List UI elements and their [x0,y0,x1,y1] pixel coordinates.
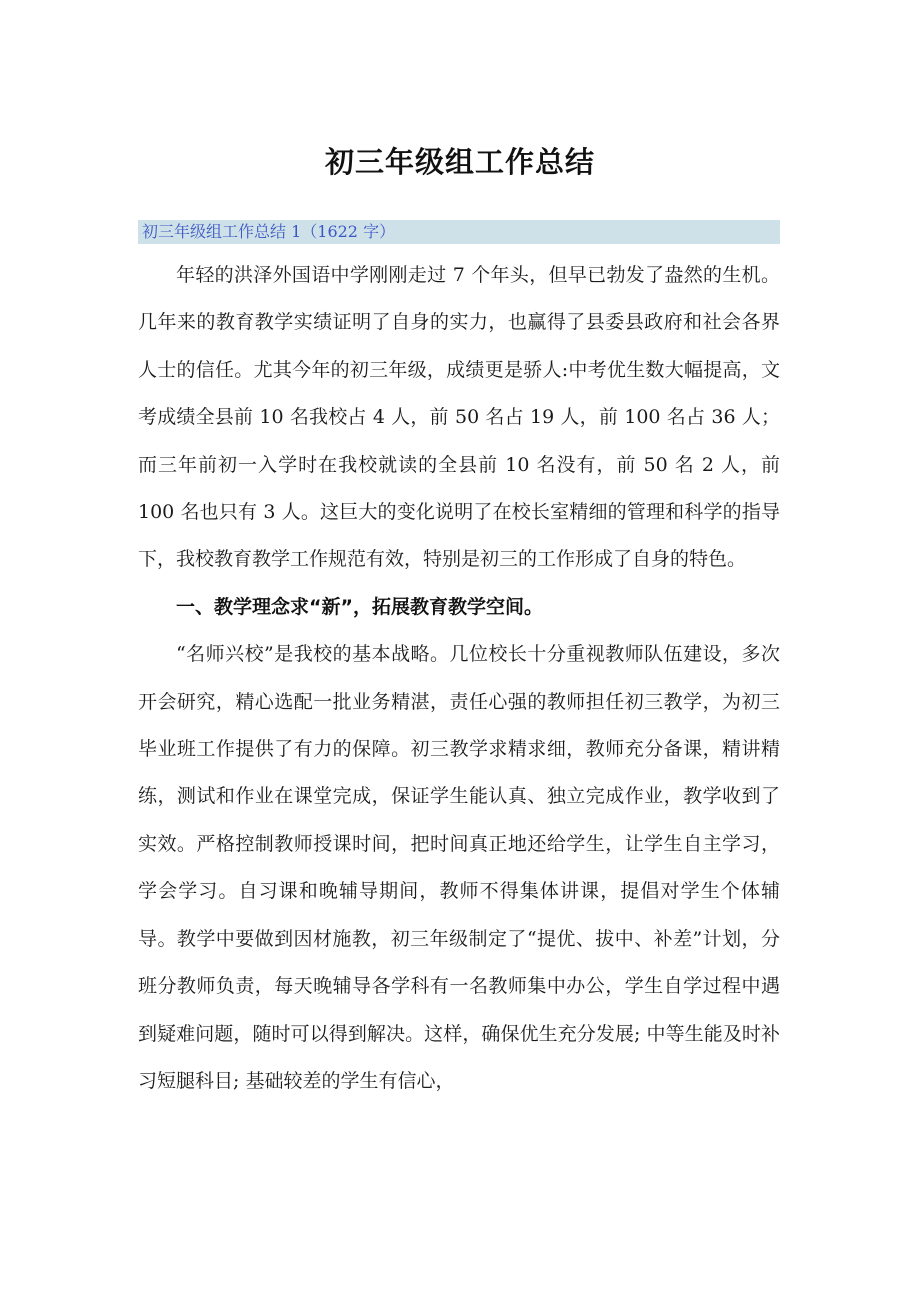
paragraph-intro: 年轻的洪泽外国语中学刚刚走过 7 个年头，但早已勃发了盎然的生机。几年来的教育教学实绩证明了自身的实力，也赢得了县委县政府和社会各界人士的信任。尤其今年的初三年级，成绩更是骄人:中考优生数大幅提高，文考成绩全县前 10 名我校占 4 人，前 50 名占 19 人，前 100 名占 36 人；而三年前初一入学时在我校就读的全县前 10 名没有，前 50 名 2 人，前 100 名也只有 3 人。这巨大的变化说明了在校长室精细的管理和科学的指导下，我校教育教学工作规范有效，特别是初三的工作形成了自身的特色。 [138,264,780,571]
section-heading: 初三年级组工作总结 1（1622 字） [142,222,396,241]
document-body [138,252,780,1105]
section-heading-bar [138,220,780,244]
subheading-teaching-philosophy: 一、教学理念求“新”，拓展教育教学空间。 [176,595,543,618]
paragraph-teaching: “名师兴校”是我校的基本战略。几位校长十分重视教师队伍建设，多次开会研究，精心选配一批业务精湛，责任心强的教师担任初三教学，为初三毕业班工作提供了有力的保障。初三教学求精求细，教师充分备课，精讲精练，测试和作业在课堂完成，保证学生能认真、独立完成作业，教学收到了实效。严格控制教师授课时间，把时间真正地还给学生，让学生自主学习，学会学习。自习课和晚辅导期间，教师不得集体讲课，提倡对学生个体辅导。教学中要做到因材施教，初三年级制定了“提优、拔中、补差”计划，分班分教师负责，每天晚辅导各学科有一名教师集中办公，学生自学过程中遇到疑难问题，随时可以得到解决。这样，确保优生充分发展; 中等生能及时补习短腿科目; 基础较差的学生有信心， [138,643,780,1092]
document-title: 初三年级组工作总结 [324,145,595,179]
